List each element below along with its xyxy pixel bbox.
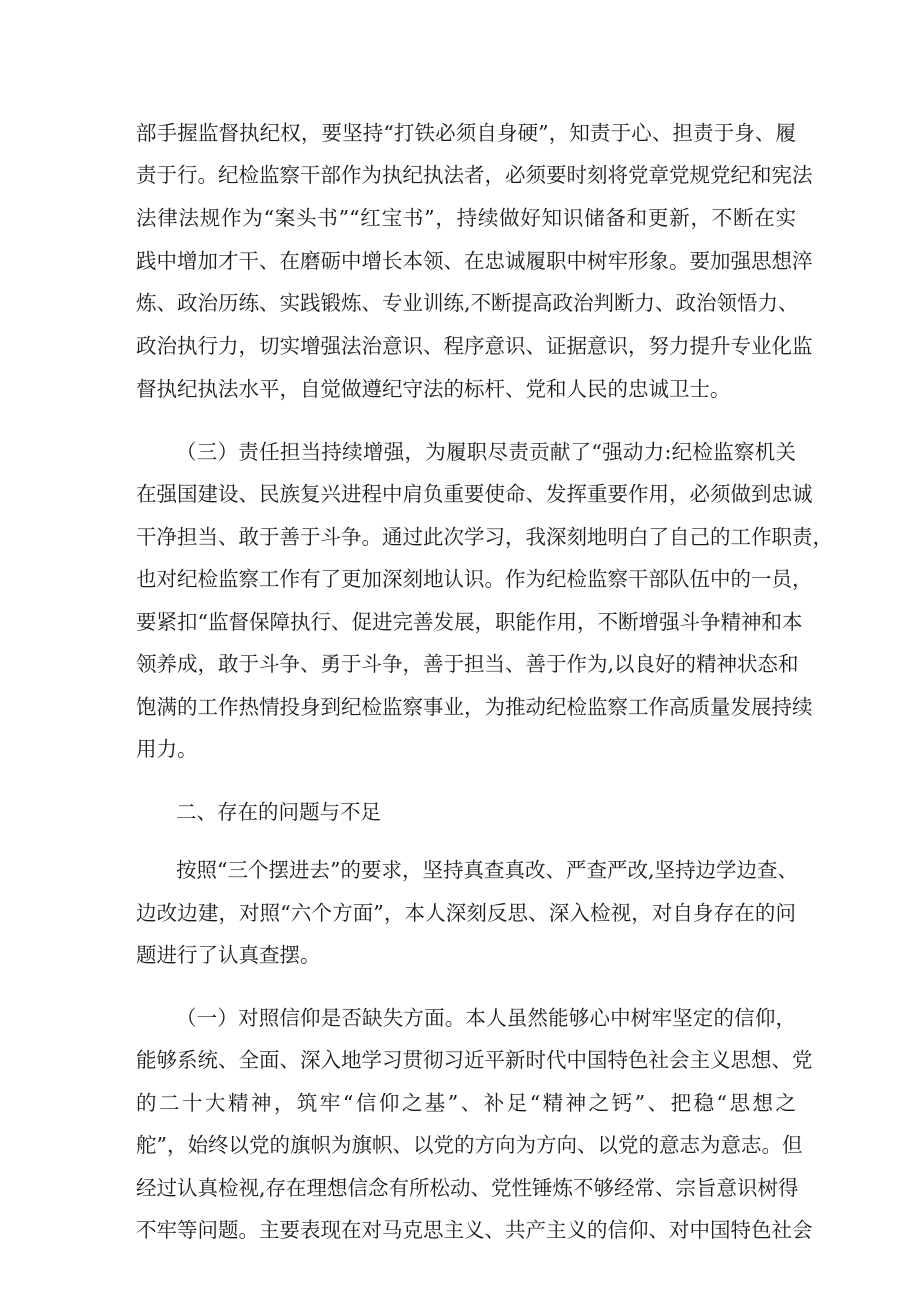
paragraph-1-line-4: 践中增加才干、在磨砺中增长本领、在忠诚履职中树牢形象。要加强思想淬: [136, 249, 813, 273]
section-heading: 二、存在的问题与不足: [176, 800, 381, 824]
paragraph-1-line-2: 责于行。纪检监察干部作为执纪执法者，必须要时刻将党章党规党纪和宪法: [136, 163, 813, 187]
paragraph-4-line-6: 不牢等问题。主要表现在对马克思主义、共产主义的信仰、对中国特色社会: [136, 1218, 813, 1242]
paragraph-1-line-6: 政治执行力，切实增强法治意识、程序意识、证据意识，努力提升专业化监: [136, 334, 813, 358]
paragraph-3-line-1: 按照“三个摆进去”的要求，坚持真查真改、严查严改,坚持边学边查、: [176, 858, 798, 882]
paragraph-2-line-2: 在强国建设、民族复兴进程中肩负重要使命、发挥重要作用，必须做到忠诚: [136, 482, 813, 506]
paragraph-1-line-3: 法律法规作为“案头书”“红宝书”，持续做好知识储备和更新，不断在实: [136, 206, 796, 230]
paragraph-4-line-1: （一）对照信仰是否缺失方面。本人虽然能够心中树牢坚定的信仰，: [176, 1006, 796, 1030]
paragraph-2-line-8: 用力。: [136, 737, 198, 761]
paragraph-2-line-5: 要紧扣“监督保障执行、促进完善发展，职能作用，不断增强斗争精神和本: [136, 610, 803, 634]
paragraph-4-line-5: 经过认真检视,存在理想信念有所松动、党性锤炼不够经常、宗旨意识树得: [136, 1176, 799, 1200]
paragraph-2-line-7: 饱满的工作热情投身到纪检监察事业，为推动纪检监察工作高质量发展持续: [136, 695, 813, 719]
paragraph-4-line-4: 舵”，始终以党的旗帜为旗帜、以党的方向为方向、以党的意志为意志。但: [136, 1133, 803, 1157]
paragraph-4-line-3: 的二十大精神，筑牢“信仰之基”、补足“精神之钙”、把稳“思想之: [136, 1091, 796, 1115]
paragraph-1-line-5: 炼、政治历练、实践锻炼、专业训练,不断提高政治判断力、政治领悟力、: [136, 291, 799, 315]
paragraph-2-line-3: 干净担当、敢于善于斗争。通过此次学习，我深刻地明白了自己的工作职责，: [136, 525, 833, 549]
paragraph-3-line-2: 边改边建，对照“六个方面”，本人深刻反思、深入检视，对自身存在的问: [136, 901, 796, 925]
paragraph-3-line-3: 题进行了认真查摆。: [136, 943, 321, 967]
paragraph-2-line-1: （三）责任担当持续增强，为履职尽责贡献了“强动力:纪检监察机关: [176, 440, 796, 464]
paragraph-4-line-2: 能够系统、全面、深入地学习贯彻习近平新时代中国特色社会主义思想、党: [136, 1048, 813, 1072]
paragraph-2-line-6: 领养成，敢于斗争、勇于斗争，善于担当、善于作为,以良好的精神状态和: [136, 652, 799, 676]
paragraph-1-line-1: 部手握监督执纪权，要坚持“打铁必须自身硬”，知责于心、担责于身、履: [136, 121, 796, 145]
paragraph-1-line-7: 督执纪执法水平，自觉做遵纪守法的标杆、党和人民的忠诚卫士。: [136, 377, 731, 401]
paragraph-2-line-4: 也对纪检监察工作有了更加深刻地认识。作为纪检监察干部队伍中的一员，: [136, 567, 813, 591]
